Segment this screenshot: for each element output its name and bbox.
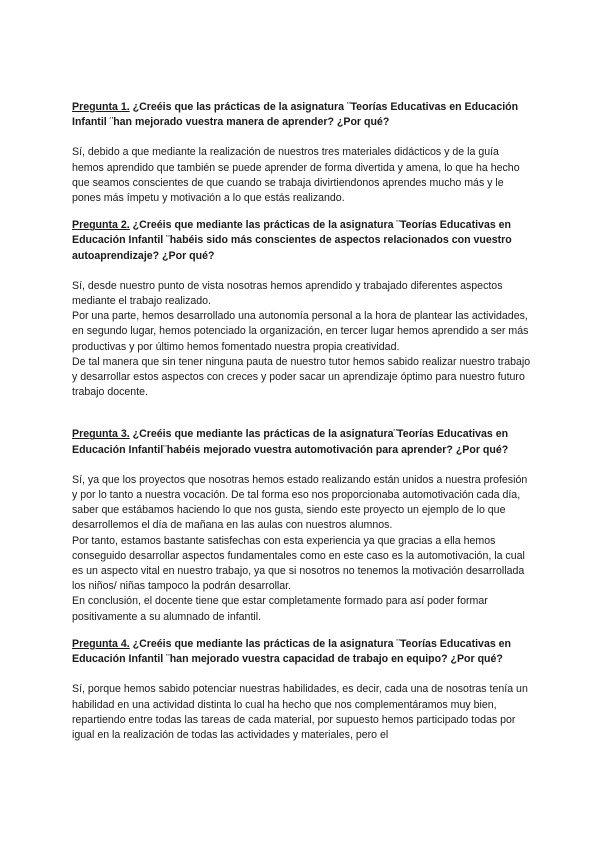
question-3-number: Pregunta 3.: [72, 428, 130, 441]
question-1-number: Pregunta 1.: [72, 101, 130, 113]
question-2-number: Pregunta 2.: [72, 219, 130, 232]
answer-2-paragraph: De tal manera que sin tener ninguna pauta de nuestro tutor hemos sabido realizar nuestro trabajo y desarrollar estos aspectos con creces y poder sacar un aprendizaje óptimo para nuestro futuro trabajo docente.: [72, 355, 531, 399]
answer-3-paragraph: Sí, ya que los proyectos que nosotras hemos estado realizando están unidos a nuestra profesión y por lo tanto a nuestra vocación. De tal forma eso nos proporcionaba automotivación cada día, saber que estábamos haciendo lo que nos gusta, siendo este proyecto un ejemplo de lo que desarrollemos el día de mañana en las aulas con nuestros alumnos.: [72, 473, 528, 532]
question-2: [72, 218, 532, 264]
question-4-text: ¿Creéis que mediante las prácticas de la asignatura ¨Teorías Educativas en Educación Infantil ¨han mejorado vuestra capacidad de trabajo en equipo? ¿Por qué?: [72, 637, 512, 666]
question-4-number: Pregunta 4.: [72, 637, 130, 650]
answer-3-paragraph: Por tanto, estamos bastante satisfechas con esta experiencia ya que gracias a ella hemos conseguido desarrollar aspectos fundamentales como en este caso es la automotivación, la cual es un aspecto vital en nuestro trabajo, ya que si nosotros no tenemos la motivación desarrollada los niños/ niñas tampoco la podrán desarrollar.: [72, 534, 525, 593]
answer-3: [72, 473, 532, 625]
document-page: [72, 100, 532, 743]
question-2-text: ¿Creéis que mediante las prácticas de la asignatura ¨Teorías Educativas en Educación Infantil ¨habéis sido más conscientes de aspectos relacionados con vuestro autoaprendizaje? ¿Por qué?: [72, 219, 512, 262]
answer-3-paragraph: En conclusión, el docente tiene que estar completamente formado para así poder formar positivamente a su alumnado de infantil.: [72, 595, 488, 623]
answer-4-paragraph: Sí, porque hemos sabido potenciar nuestras habilidades, es decir, cada una de nosotras tenía un habilidad en una actividad distinta lo cual ha hecho que nos complementáramos muy bien, repartiendo entre todas las tareas de cada material, por supuesto hemos participado todas por igual en la realización de todas las actividades y materiales, pero el: [72, 683, 528, 741]
answer-4: [72, 682, 532, 743]
answer-1-paragraph: Sí, debido a que mediante la realización de nuestros tres materiales didácticos y de la guía hemos aprendido que también se puede aprender de forma divertida y amena, lo que ha hecho que seamos conscientes de que cuando se trabaja divirtiendonos aprendes mucho más y le pones más ímpetu y motivación a lo que estás realizando.: [72, 146, 520, 205]
question-1: [72, 100, 532, 130]
answer-2-paragraph: Sí, desde nuestro punto de vista nosotras hemos aprendido y trabajado diferentes aspectos mediante el trabajo realizado.: [72, 279, 503, 308]
answer-1: [72, 145, 532, 206]
answer-2: [72, 279, 532, 401]
question-3: [72, 427, 532, 457]
question-3-text: ¿Creéis que mediante las prácticas de la asignatura¨Teorías Educativas en Educación Infantil¨habéis mejorado vuestra automotivación para aprender? ¿Por qué?: [72, 428, 509, 456]
answer-2-paragraph: Por una parte, hemos desarrollado una autonomía personal a la hora de plantear las actividades, en segundo lugar, hemos potenciado la organización, en tercer lugar hemos aprendido a ser más productivas y por último hemos fomentado nuestra propia creatividad.: [72, 310, 529, 353]
question-4: [72, 637, 532, 667]
question-1-text: ¿Creéis que las prácticas de la asignatura ¨Teorías Educativas en Educación Infantil ¨han mejorado vuestra manera de aprender? ¿Por qué?: [72, 101, 519, 129]
